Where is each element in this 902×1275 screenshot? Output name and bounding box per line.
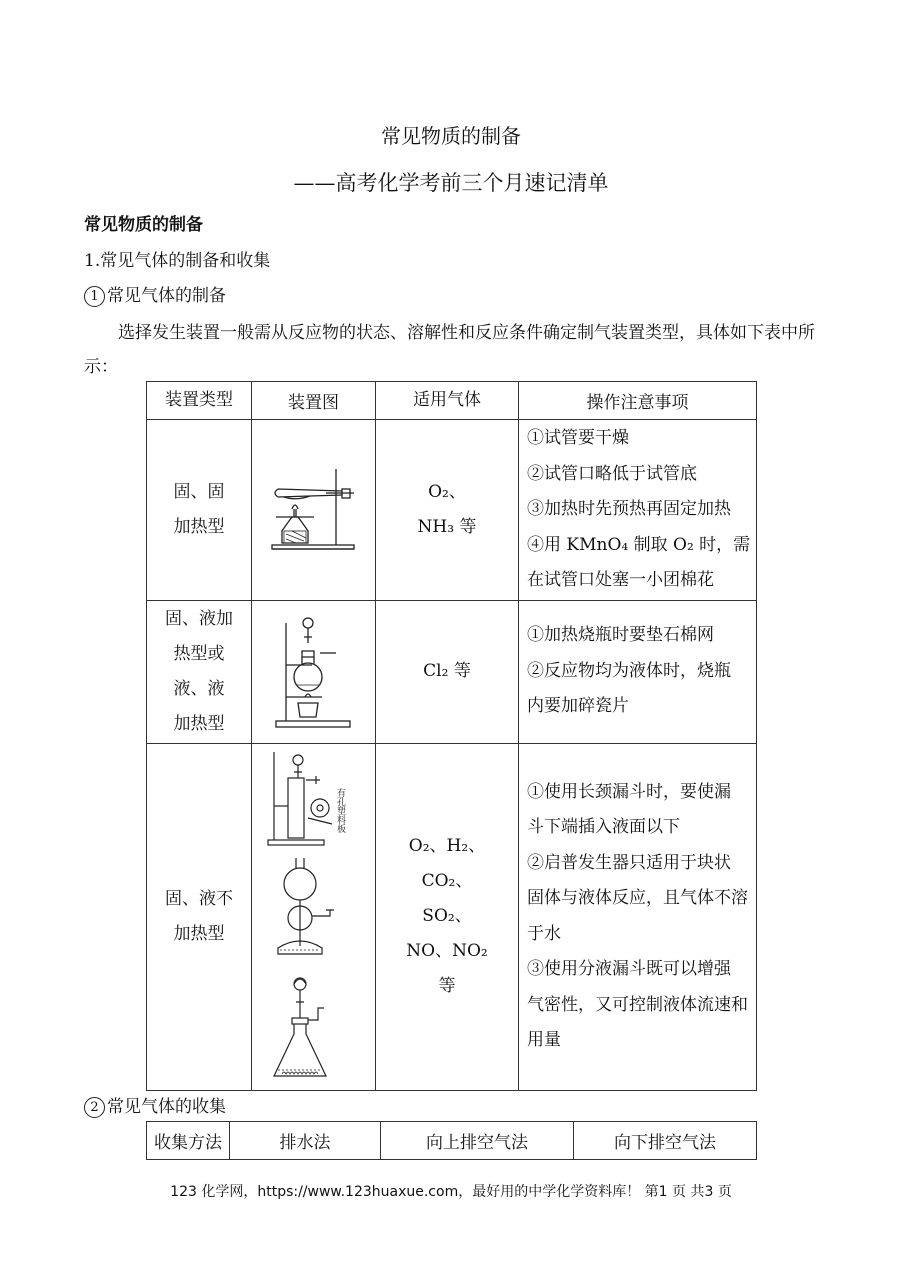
header-cell: 向上排空气法 — [381, 1122, 574, 1160]
header-cell: 排水法 — [230, 1122, 381, 1160]
header-cell: 向下排空气法 — [574, 1122, 757, 1160]
header-cell: 收集方法 — [147, 1122, 230, 1160]
page-subtitle: ——高考化学考前三个月速记清单 — [293, 171, 609, 195]
gas-cell: O₂、H₂、 CO₂、 SO₂、 NO、NO₂ 等 — [376, 743, 519, 1090]
table-row — [147, 420, 757, 601]
notes-cell: ①试管要干燥 ②试管口略低于试管底 ③加热时先预热再固定加热 ④用 KMnO₄ 制取 O₂ 时，需 在试管口处塞一小团棉花 — [519, 420, 757, 601]
table-row — [147, 600, 757, 743]
table-header-row — [147, 1122, 757, 1160]
circled-number: 1 — [84, 286, 105, 307]
page-footer: 123 化学网，https://www.123huaxue.com，最好用的中学化学资料库！ 第1 页 共3 页 — [170, 1184, 732, 1200]
flask-heating-apparatus-diagram — [272, 613, 356, 731]
table-header-row — [147, 382, 757, 420]
subheading-collection — [84, 1092, 226, 1118]
diagram-label: 有孔塑料板 — [334, 787, 345, 833]
subheading-text: 常见气体的收集 — [107, 1097, 226, 1117]
subheading-preparation — [84, 281, 226, 307]
page-title: 常见物质的制备 — [381, 124, 521, 148]
collection-table — [146, 1121, 757, 1160]
header-cell: 操作注意事项 — [519, 382, 757, 420]
table-row — [147, 743, 757, 1090]
intro-paragraph: 选择发生装置一般需从反应物的状态、溶解性和反应条件确定制气装置类型，具体如下表中所示： — [84, 323, 815, 377]
notes-cell: ①加热烧瓶时要垫石棉网 ②反应物均为液体时，烧瓶 内要加碎瓷片 — [519, 600, 757, 743]
diagram-cell — [252, 743, 376, 1090]
notes-cell: ①使用长颈漏斗时，要使漏 斗下端插入液面以下 ②启普发生器只适用于块状 固体与液体反应，且气体不溶 于水 ③使用分液漏斗既可以增强 气密性，又可控制液体流速和 用量 — [519, 743, 757, 1090]
section-heading: 常见物质的制备 — [84, 215, 203, 235]
diagram-cell — [252, 420, 376, 601]
solid-heating-apparatus-diagram — [266, 465, 362, 555]
header-cell: 装置图 — [252, 382, 376, 420]
gas-cell: O₂、 NH₃ 等 — [376, 420, 519, 601]
no-heating-apparatus-diagrams — [260, 748, 368, 1086]
diagram-cell — [252, 600, 376, 743]
item-heading: 1.常见气体的制备和收集 — [84, 251, 271, 271]
header-cell: 装置类型 — [147, 382, 252, 420]
apparatus-table — [146, 381, 757, 1091]
gas-cell: Cl₂ 等 — [376, 600, 519, 743]
type-cell: 固、液加 热型或 液、液 加热型 — [147, 600, 252, 743]
subheading-text: 常见气体的制备 — [107, 286, 226, 306]
header-cell: 适用气体 — [376, 382, 519, 420]
type-cell: 固、液不 加热型 — [147, 743, 252, 1090]
circled-number: 2 — [84, 1097, 105, 1118]
type-cell: 固、固 加热型 — [147, 420, 252, 601]
